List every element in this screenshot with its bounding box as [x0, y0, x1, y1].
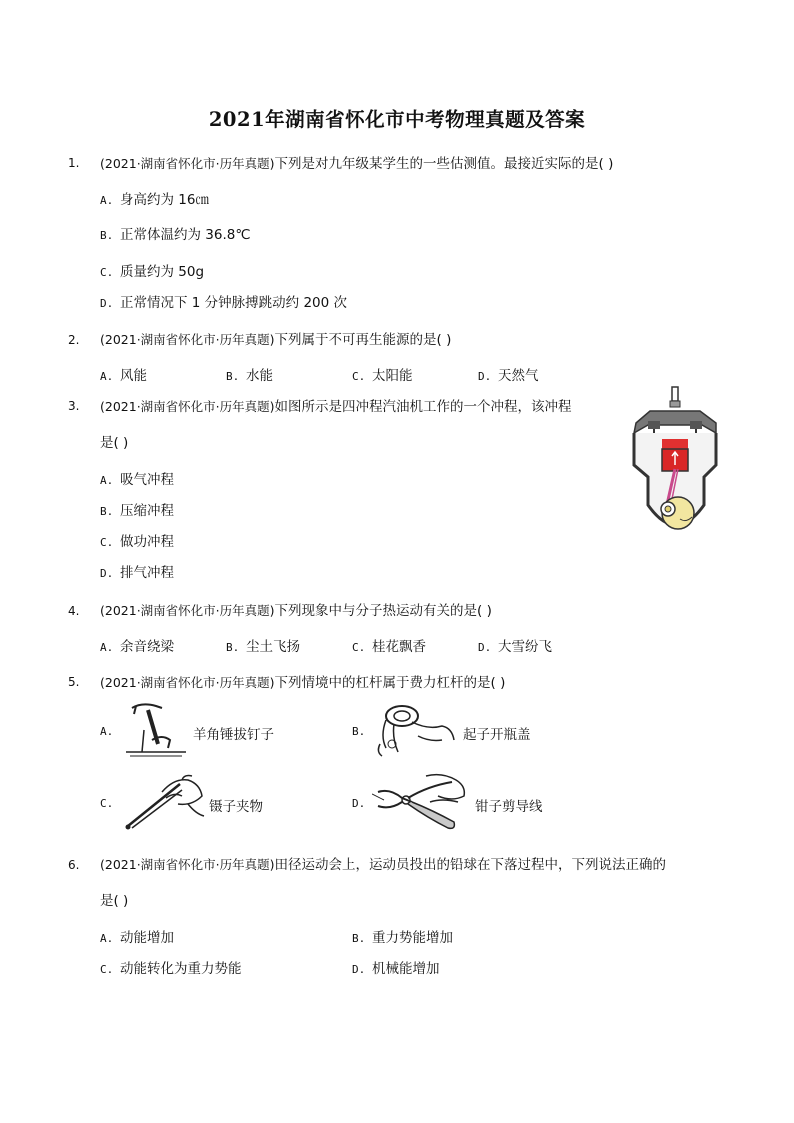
option-text: 质量约为 50g — [120, 264, 205, 280]
option-c[interactable] — [100, 957, 242, 977]
option-label: A. — [100, 932, 114, 945]
option-text: 机械能增加 — [372, 961, 440, 977]
option-c[interactable] — [352, 635, 426, 655]
option-text: 风能 — [120, 368, 147, 384]
option-c[interactable] — [100, 795, 120, 811]
option-label: C. — [100, 963, 114, 976]
option-label: C. — [352, 370, 366, 383]
option-text: 正常体温约为 36.8℃ — [120, 227, 251, 243]
option-label: A. — [100, 725, 114, 738]
option-text: 正常情况下 1 分钟脉搏跳动约 200 次 — [120, 295, 348, 311]
question-stem — [100, 671, 505, 691]
option-label: B. — [100, 505, 114, 518]
question-stem — [100, 599, 492, 619]
option-a[interactable] — [100, 723, 120, 739]
option-a[interactable] — [100, 364, 147, 384]
option-label: D. — [352, 797, 366, 810]
question-number: 5. — [68, 675, 80, 689]
option-c[interactable] — [352, 364, 413, 384]
option-b[interactable] — [352, 926, 453, 946]
option-label: B. — [352, 932, 366, 945]
question-text: 下列情境中的杠杆属于费力杠杆的是( ) — [274, 675, 506, 691]
option-label: A. — [100, 370, 114, 383]
question-stem — [100, 328, 451, 348]
option-label: B. — [352, 725, 366, 738]
option-text: 太阳能 — [372, 368, 413, 384]
option-label: D. — [478, 370, 492, 383]
question-text: 如图所示是四冲程汽油机工作的一个冲程，该冲程 — [274, 399, 572, 415]
option-label: D. — [478, 641, 492, 654]
option-text: 重力势能增加 — [372, 930, 453, 946]
claw-hammer-figure — [122, 700, 188, 758]
option-d[interactable] — [352, 795, 372, 811]
option-label: D. — [100, 567, 114, 580]
option-label: D. — [100, 297, 114, 310]
option-text: 动能转化为重力势能 — [120, 961, 242, 977]
question-number: 1. — [68, 156, 80, 170]
question-source: (2021·湖南省怀化市·历年真题) — [100, 675, 275, 690]
option-b[interactable] — [226, 364, 273, 384]
question-source: (2021·湖南省怀化市·历年真题) — [100, 603, 275, 618]
option-d[interactable] — [478, 364, 539, 384]
option-text: 羊角锤拔钉子 — [193, 727, 274, 743]
option-text: 桂花飘香 — [372, 639, 426, 655]
option-b[interactable] — [226, 635, 300, 655]
question-text: 下列是对九年级某学生的一些估测值。最接近实际的是( ) — [274, 156, 614, 172]
option-label: C. — [352, 641, 366, 654]
option-a[interactable] — [100, 635, 174, 655]
option-d[interactable] — [100, 561, 174, 581]
option-b[interactable] — [100, 223, 251, 243]
option-label: D. — [352, 963, 366, 976]
page-title: 2021年湖南省怀化市中考物理真题及答案 — [208, 108, 586, 131]
option-label: A. — [100, 474, 114, 487]
option-text: 水能 — [246, 368, 273, 384]
option-text: 镊子夹物 — [209, 799, 263, 815]
option-b[interactable] — [352, 723, 372, 739]
question-source: (2021·湖南省怀化市·历年真题) — [100, 857, 275, 872]
option-text: 钳子剪导线 — [475, 799, 543, 815]
question-stem — [100, 853, 666, 873]
option-label: C. — [100, 266, 114, 279]
option-text: 排气冲程 — [120, 565, 174, 581]
option-label: C. — [100, 797, 114, 810]
option-label: A. — [100, 641, 114, 654]
option-a[interactable] — [100, 926, 174, 946]
option-d[interactable] — [478, 635, 552, 655]
option-text: 压缩冲程 — [120, 503, 174, 519]
option-label: A. — [100, 194, 114, 207]
option-d[interactable] — [100, 291, 347, 311]
option-text: 吸气冲程 — [120, 472, 174, 488]
option-text: 动能增加 — [120, 930, 174, 946]
question-source: (2021·湖南省怀化市·历年真题) — [100, 399, 275, 414]
question-number: 2. — [68, 333, 80, 347]
option-text: 天然气 — [498, 368, 539, 384]
option-text: 身高约为 16㎝ — [120, 192, 209, 208]
option-text: 做功冲程 — [120, 534, 174, 550]
engine-cylinder-figure — [628, 385, 724, 541]
option-a[interactable] — [100, 468, 174, 488]
option-a[interactable] — [100, 188, 209, 208]
question-number: 3. — [68, 399, 80, 413]
option-text: 余音绕梁 — [120, 639, 174, 655]
option-label: B. — [226, 641, 240, 654]
bottle-opener-figure — [372, 700, 458, 758]
option-c[interactable] — [100, 260, 204, 280]
question-stem — [100, 152, 613, 172]
question-stem-continued: 是( ) — [100, 893, 129, 909]
option-d[interactable] — [352, 957, 440, 977]
question-source: (2021·湖南省怀化市·历年真题) — [100, 156, 275, 171]
question-source: (2021·湖南省怀化市·历年真题) — [100, 332, 275, 347]
question-stem — [100, 395, 572, 415]
option-text: 起子开瓶盖 — [463, 727, 531, 743]
option-c[interactable] — [100, 530, 174, 550]
option-label: B. — [226, 370, 240, 383]
option-label: C. — [100, 536, 114, 549]
question-text: 田径运动会上，运动员投出的铅球在下落过程中，下列说法正确的 — [274, 857, 667, 873]
option-text: 尘土飞扬 — [246, 639, 300, 655]
question-text: 下列现象中与分子热运动有关的是( ) — [274, 603, 492, 619]
option-b[interactable] — [100, 499, 174, 519]
question-number: 6. — [68, 858, 80, 872]
question-stem-continued: 是( ) — [100, 435, 129, 451]
tweezers-figure — [122, 770, 206, 832]
pliers-figure — [372, 772, 472, 832]
option-label: B. — [100, 229, 114, 242]
question-number: 4. — [68, 604, 80, 618]
question-text: 下列属于不可再生能源的是( ) — [274, 332, 452, 348]
option-text: 大雪纷飞 — [498, 639, 552, 655]
